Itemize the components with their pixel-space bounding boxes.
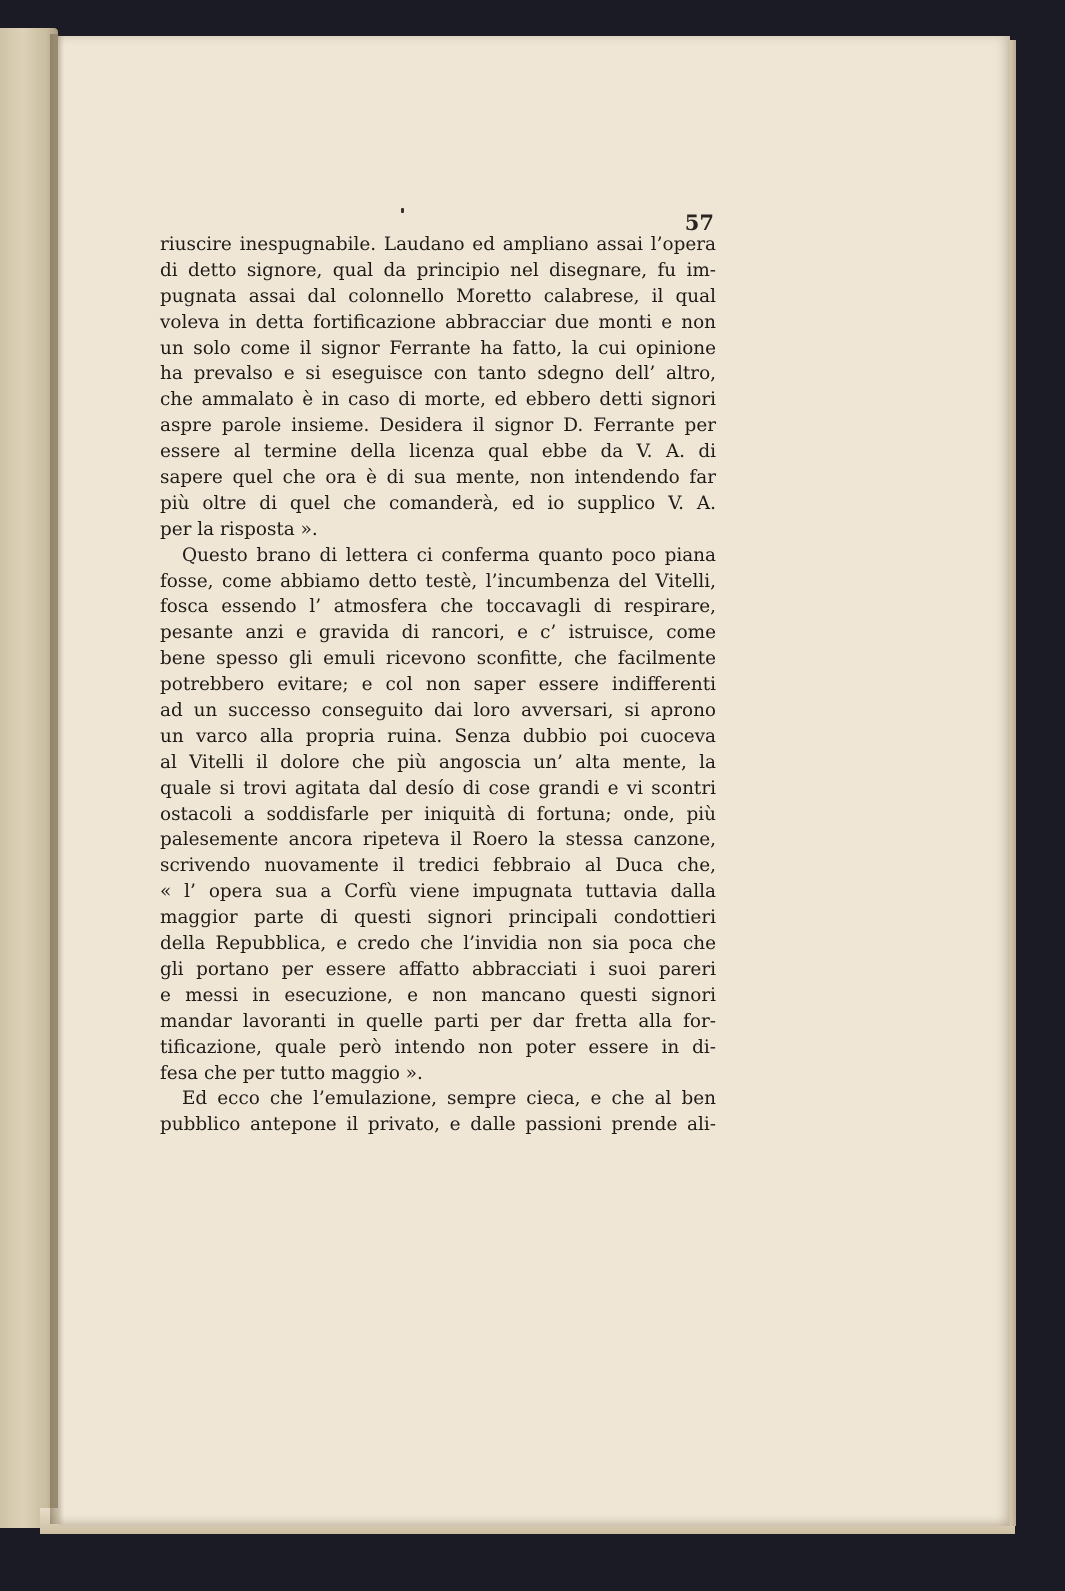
text-line: riuscire inespugnabile. Laudano ed ampliano assai l’opera [160, 234, 716, 255]
text-line: Ed ecco che l’emulazione, sempre cieca, e che al ben [182, 1088, 716, 1110]
text-line: sapere quel che ora è di sua mente, non intendendo far [160, 467, 716, 489]
text-line: bene spesso gli emuli ricevono sconfitte, che facilmente [160, 648, 716, 670]
text-line: e messi in esecuzione, e non mancano questi signori [160, 984, 716, 1006]
text-line: gli portano per essere affatto abbracciati i suoi pareri [160, 958, 716, 980]
text-line: mandar lavoranti in quelle parti per dar fretta alla for- [160, 1010, 716, 1032]
text-line: della Repubblica, e credo che l’invidia non sia poca che [160, 933, 716, 955]
text-line: ostacoli a soddisfarle per iniquità di fortuna; onde, più [160, 803, 716, 825]
text-line: pubblico antepone il privato, e dalle passioni prende ali- [160, 1114, 716, 1136]
text-line: tificazione, quale però intendo non poter essere in di- [160, 1036, 716, 1058]
text-line: per la risposta ». [160, 518, 318, 540]
text-line: al Vitelli il dolore che più angoscia un’ alta mente, la [160, 751, 716, 773]
header-dot-mark [401, 208, 404, 213]
page-number: 57 [684, 210, 714, 235]
text-line: quale si trovi agitata dal desío di cose grandi e vi scontri [160, 777, 716, 799]
text-line: voleva in detta fortificazione abbracciar due monti e non [160, 311, 716, 333]
text-line: un varco alla propria ruina. Senza dubbio poi cuoceva [160, 725, 716, 747]
text-line: un solo come il signor Ferrante ha fatto, la cui opinione [160, 337, 716, 359]
text-line: aspre parole insieme. Desidera il signor D. Ferrante per [160, 415, 716, 437]
text-line: fosca essendo l’ atmosfera che toccavagli di respirare, [160, 596, 716, 618]
gutter-shadow [50, 34, 64, 1524]
text-line: maggior parte di questi signori principali condottieri [160, 907, 716, 929]
text-line: pesante anzi e gravida di rancori, e c’ istruisce, come [160, 622, 716, 644]
text-line: fesa che per tutto maggio ». [160, 1062, 423, 1084]
text-line: palesemente ancora ripeteva il Roero la stessa canzone, [160, 829, 716, 851]
text-line: essere al termine della licenza qual ebbe da V. A. di [160, 441, 716, 463]
text-line: Questo brano di lettera ci conferma quanto poco piana [182, 544, 716, 566]
text-line: fosse, come abbiamo detto testè, l’incumbenza del Vitelli, [160, 570, 716, 592]
text-line: potrebbero evitare; e col non saper essere indifferenti [160, 674, 716, 696]
text-line: ad un successo conseguito dai loro avversari, si aprono [160, 700, 716, 722]
text-line: che ammalato è in caso di morte, ed ebbero detti signori [160, 389, 716, 411]
text-line: ha prevalso e si eseguisce con tanto sdegno dell’ altro, [160, 363, 716, 385]
text-line: « l’ opera sua a Corfù viene impugnata tuttavia dalla [160, 881, 716, 903]
text-line: scrivendo nuovamente il tredici febbraio al Duca che, [160, 855, 716, 877]
text-line: più oltre di quel che comanderà, ed io supplico V. A. [160, 492, 716, 514]
body-text [160, 232, 716, 1138]
text-line: di detto signore, qual da principio nel disegnare, fu im- [160, 259, 716, 281]
text-line: pugnata assai dal colonnello Moretto calabrese, il qual [160, 285, 716, 307]
